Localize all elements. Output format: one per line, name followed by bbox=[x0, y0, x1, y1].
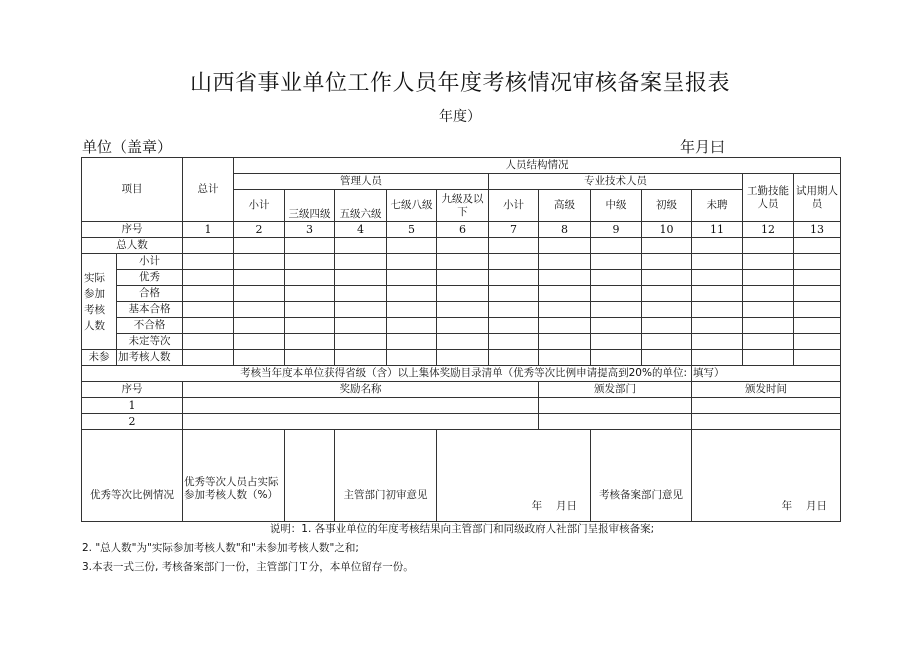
seq-number: 3 bbox=[285, 222, 335, 238]
data-cell[interactable] bbox=[183, 334, 234, 350]
data-cell[interactable] bbox=[539, 318, 591, 334]
data-cell[interactable] bbox=[642, 334, 692, 350]
data-cell[interactable] bbox=[489, 254, 539, 270]
ratio-value-cell[interactable] bbox=[285, 430, 335, 522]
data-cell[interactable] bbox=[692, 270, 743, 286]
subheader-senior: 高级 bbox=[539, 190, 591, 222]
data-cell[interactable] bbox=[234, 286, 285, 302]
data-cell[interactable] bbox=[183, 302, 234, 318]
row-total-people: 总人数 bbox=[82, 238, 183, 254]
data-cell[interactable] bbox=[387, 270, 437, 286]
data-cell[interactable] bbox=[591, 286, 642, 302]
data-cell[interactable] bbox=[335, 270, 387, 286]
data-cell[interactable] bbox=[437, 286, 489, 302]
award-header-seq: 序号 bbox=[82, 382, 183, 398]
form-title: 山西省事业单位工作人员年度考核情况审核备案呈报表 bbox=[189, 71, 730, 96]
ratio-label: 优秀等次比例情况 bbox=[82, 430, 183, 522]
row-label-undetermined: 未定等次 bbox=[117, 334, 183, 350]
subheader-level-7-8: 七级八级 bbox=[387, 190, 437, 222]
award-row-seq: 2 bbox=[82, 414, 183, 430]
data-cell[interactable] bbox=[591, 270, 642, 286]
data-cell[interactable] bbox=[234, 350, 285, 366]
data-cell[interactable] bbox=[692, 318, 743, 334]
data-cell[interactable] bbox=[437, 254, 489, 270]
row-label-qualified: 合格 bbox=[117, 286, 183, 302]
ratio-description: 优秀等次人员占实际参加考核人数（%） bbox=[183, 430, 285, 522]
data-cell[interactable] bbox=[794, 302, 841, 318]
data-cell[interactable] bbox=[335, 350, 387, 366]
data-cell[interactable] bbox=[591, 254, 642, 270]
data-cell[interactable] bbox=[335, 254, 387, 270]
seq-number: 2 bbox=[234, 222, 285, 238]
data-cell[interactable] bbox=[489, 238, 539, 254]
data-cell[interactable] bbox=[183, 350, 234, 366]
row-label-unqualified: 不合格 bbox=[117, 318, 183, 334]
data-cell[interactable] bbox=[234, 270, 285, 286]
data-cell[interactable] bbox=[642, 302, 692, 318]
data-cell[interactable] bbox=[794, 286, 841, 302]
data-cell[interactable] bbox=[642, 238, 692, 254]
report-table bbox=[81, 157, 841, 522]
note-1: 说明：1. 各事业单位的年度考核结果向主管部门和同级政府人社部门呈报审核备案; bbox=[269, 523, 655, 535]
data-cell[interactable] bbox=[743, 270, 794, 286]
subheader-intermediate: 中级 bbox=[591, 190, 642, 222]
data-cell[interactable] bbox=[234, 254, 285, 270]
data-cell[interactable] bbox=[285, 350, 335, 366]
registry-opinion-cell[interactable] bbox=[692, 430, 841, 522]
data-cell[interactable] bbox=[183, 270, 234, 286]
data-cell[interactable] bbox=[183, 254, 234, 270]
seq-number: 13 bbox=[794, 222, 841, 238]
data-cell[interactable] bbox=[335, 302, 387, 318]
row-label-nonparticipant-b: 加考核人数 bbox=[117, 350, 183, 366]
data-cell[interactable] bbox=[489, 286, 539, 302]
data-cell[interactable] bbox=[234, 318, 285, 334]
data-cell[interactable] bbox=[285, 334, 335, 350]
seq-number: 10 bbox=[642, 222, 692, 238]
subheader-level-3-4: 三级四级 bbox=[285, 190, 335, 222]
subheader-mgmt-subtotal: 小计 bbox=[234, 190, 285, 222]
data-cell[interactable] bbox=[692, 334, 743, 350]
data-cell[interactable] bbox=[234, 238, 285, 254]
data-cell[interactable] bbox=[285, 286, 335, 302]
year-subtitle: 年度） bbox=[439, 109, 481, 125]
awards-title: 考核当年度本单位获得省级（含）以上集体奖励目录清单（优秀等次比例申请提高到20%的单位: bbox=[82, 366, 692, 382]
data-cell[interactable] bbox=[285, 238, 335, 254]
data-cell[interactable] bbox=[335, 318, 387, 334]
data-cell[interactable] bbox=[794, 238, 841, 254]
seq-label: 序号 bbox=[82, 222, 183, 238]
row-label-excellent: 优秀 bbox=[117, 270, 183, 286]
row-label-basic-qualified: 基本合格 bbox=[117, 302, 183, 318]
data-cell[interactable] bbox=[387, 350, 437, 366]
data-cell[interactable] bbox=[591, 302, 642, 318]
data-cell[interactable] bbox=[387, 238, 437, 254]
data-cell[interactable] bbox=[743, 334, 794, 350]
data-cell[interactable] bbox=[539, 302, 591, 318]
data-cell[interactable] bbox=[794, 334, 841, 350]
data-cell[interactable] bbox=[642, 270, 692, 286]
data-cell[interactable] bbox=[437, 302, 489, 318]
seq-number: 8 bbox=[539, 222, 591, 238]
header-trial: 试用期人员 bbox=[794, 174, 841, 222]
data-cell[interactable] bbox=[539, 286, 591, 302]
header-management: 管理人员 bbox=[234, 174, 489, 190]
data-cell[interactable] bbox=[489, 350, 539, 366]
data-cell[interactable] bbox=[387, 254, 437, 270]
data-cell[interactable] bbox=[437, 270, 489, 286]
data-cell[interactable] bbox=[387, 286, 437, 302]
award-header-dept: 颁发部门 bbox=[539, 382, 692, 398]
subheader-junior: 初级 bbox=[642, 190, 692, 222]
data-cell[interactable] bbox=[539, 238, 591, 254]
data-cell[interactable] bbox=[437, 238, 489, 254]
data-cell[interactable] bbox=[692, 238, 743, 254]
data-cell[interactable] bbox=[743, 318, 794, 334]
awards-fill-note: 填写） bbox=[692, 366, 841, 382]
seq-number: 12 bbox=[743, 222, 794, 238]
data-cell[interactable] bbox=[335, 238, 387, 254]
data-cell[interactable] bbox=[234, 302, 285, 318]
row-label-nonparticipant-a: 未参 bbox=[82, 350, 117, 366]
data-cell[interactable] bbox=[794, 270, 841, 286]
data-cell[interactable] bbox=[591, 334, 642, 350]
data-cell[interactable] bbox=[539, 350, 591, 366]
data-cell[interactable] bbox=[692, 302, 743, 318]
data-cell[interactable] bbox=[285, 302, 335, 318]
data-cell[interactable] bbox=[692, 350, 743, 366]
data-cell[interactable] bbox=[437, 318, 489, 334]
subheader-level-9-below: 九级及以下 bbox=[437, 190, 489, 222]
data-cell[interactable] bbox=[692, 254, 743, 270]
seq-number: 9 bbox=[591, 222, 642, 238]
award-name-cell[interactable] bbox=[183, 398, 539, 414]
subheader-level-5-6: 五级六级 bbox=[335, 190, 387, 222]
actual-participants-label: 实际参加考核人数 bbox=[82, 254, 117, 350]
data-cell[interactable] bbox=[387, 302, 437, 318]
data-cell[interactable] bbox=[387, 334, 437, 350]
data-cell[interactable] bbox=[743, 350, 794, 366]
data-cell[interactable] bbox=[183, 286, 234, 302]
data-cell[interactable] bbox=[743, 254, 794, 270]
data-cell[interactable] bbox=[642, 286, 692, 302]
data-cell[interactable] bbox=[539, 270, 591, 286]
data-cell[interactable] bbox=[489, 270, 539, 286]
note-3: 3.本表一式三份, 考核备案部门一份，主管部门Ｔ分，本单位留存一份。 bbox=[82, 561, 414, 573]
award-dept-cell[interactable] bbox=[539, 398, 692, 414]
header-technical: 专业技术人员 bbox=[489, 174, 743, 190]
data-cell[interactable] bbox=[387, 318, 437, 334]
date-label: 年月曰 bbox=[680, 138, 726, 156]
manager-opinion-cell[interactable] bbox=[437, 430, 591, 522]
seq-number: 11 bbox=[692, 222, 743, 238]
data-cell[interactable] bbox=[335, 334, 387, 350]
data-cell[interactable] bbox=[285, 270, 335, 286]
award-header-time: 颁发时间 bbox=[692, 382, 841, 398]
data-cell[interactable] bbox=[692, 286, 743, 302]
award-header-name: 奖励名称 bbox=[183, 382, 539, 398]
row-label-subtotal: 小计 bbox=[117, 254, 183, 270]
award-name-cell[interactable] bbox=[183, 414, 539, 430]
data-cell[interactable] bbox=[285, 254, 335, 270]
data-cell[interactable] bbox=[489, 334, 539, 350]
data-cell[interactable] bbox=[183, 238, 234, 254]
data-cell[interactable] bbox=[335, 286, 387, 302]
registry-opinion-label: 考核备案部门意见 bbox=[591, 430, 692, 522]
award-dept-cell[interactable] bbox=[539, 414, 692, 430]
data-cell[interactable] bbox=[591, 318, 642, 334]
data-cell[interactable] bbox=[285, 318, 335, 334]
subheader-tech-subtotal: 小计 bbox=[489, 190, 539, 222]
data-cell[interactable] bbox=[642, 254, 692, 270]
data-cell[interactable] bbox=[183, 318, 234, 334]
data-cell[interactable] bbox=[539, 254, 591, 270]
seq-number: 5 bbox=[387, 222, 437, 238]
data-cell[interactable] bbox=[642, 350, 692, 366]
header-total: 总计 bbox=[183, 158, 234, 222]
award-time-cell[interactable] bbox=[692, 398, 841, 414]
data-cell[interactable] bbox=[437, 334, 489, 350]
data-cell[interactable] bbox=[743, 238, 794, 254]
data-cell[interactable] bbox=[437, 350, 489, 366]
unit-seal-label: 单位（盖章） bbox=[82, 138, 173, 156]
data-cell[interactable] bbox=[743, 302, 794, 318]
data-cell[interactable] bbox=[743, 286, 794, 302]
header-worker: 工勤技能人员 bbox=[743, 174, 794, 222]
seq-number: 1 bbox=[183, 222, 234, 238]
data-cell[interactable] bbox=[591, 350, 642, 366]
data-cell[interactable] bbox=[489, 302, 539, 318]
manager-date: 年 月日 bbox=[531, 500, 577, 512]
data-cell[interactable] bbox=[539, 334, 591, 350]
manager-opinion-label: 主管部门初审意见 bbox=[335, 430, 437, 522]
data-cell[interactable] bbox=[591, 238, 642, 254]
data-cell[interactable] bbox=[234, 334, 285, 350]
data-cell[interactable] bbox=[794, 254, 841, 270]
data-cell[interactable] bbox=[642, 318, 692, 334]
data-cell[interactable] bbox=[794, 318, 841, 334]
note-2: 2. "总人数"为"实际参加考核人数"和"未参加考核人数"之和; bbox=[82, 542, 359, 554]
seq-number: 7 bbox=[489, 222, 539, 238]
seq-number: 6 bbox=[437, 222, 489, 238]
data-cell[interactable] bbox=[794, 350, 841, 366]
header-item: 项目 bbox=[82, 158, 183, 222]
header-structure: 人员结构情况 bbox=[234, 158, 841, 174]
award-row-seq: 1 bbox=[82, 398, 183, 414]
registry-date: 年 月日 bbox=[781, 500, 827, 512]
award-time-cell[interactable] bbox=[692, 414, 841, 430]
data-cell[interactable] bbox=[489, 318, 539, 334]
seq-number: 4 bbox=[335, 222, 387, 238]
subheader-unhired: 未聘 bbox=[692, 190, 743, 222]
